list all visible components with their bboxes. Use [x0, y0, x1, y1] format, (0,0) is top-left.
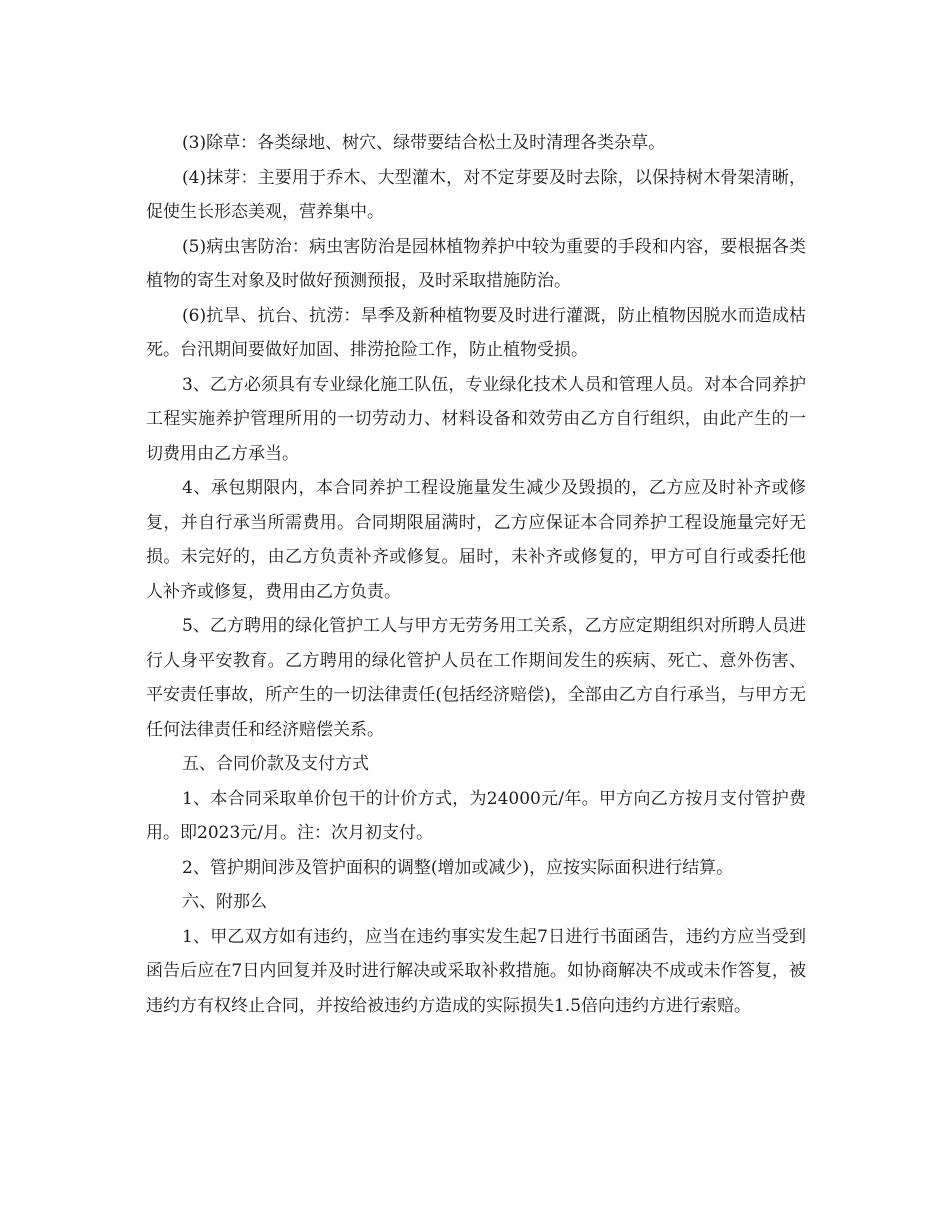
document-body [146, 126, 806, 1023]
paragraph-clause-3: 3、乙方必须具有专业绿化施工队伍，专业绿化技术人员和管理人员。对本合同养护工程实施养护管理所用的一切劳动力、材料设备和效劳由乙方自行组织，由此产生的一切费用由乙方承当。 [146, 374, 806, 464]
paragraph-bud-removal: (4)抹芽：主要用于乔木、大型灌木，对不定芽要及时去除，以保持树木骨架清晰，促使生长形态美观，营养集中。 [146, 167, 806, 222]
paragraph-clause-5: 5、乙方聘用的绿化管护工人与甲方无劳务用工关系，乙方应定期组织对所聘人员进行人身平安教育。乙方聘用的绿化管护人员在工作期间发生的疾病、死亡、意外伤害、平安责任事故，所产生的一切法律责任(包括经济赔偿)，全部由乙方自行承当，与甲方无任何法律责任和经济赔偿关系。 [146, 616, 806, 740]
paragraph-pest-control: (5)病虫害防治：病虫害防治是园林植物养护中较为重要的手段和内容，要根据各类植物的寄生对象及时做好预测预报，及时采取措施防治。 [146, 236, 806, 291]
paragraph-drought-typhoon-flood: (6)抗旱、抗台、抗涝：旱季及新种植物要及时进行灌溉，防止植物因脱水而造成枯死。台汛期间要做好加固、排涝抢险工作，防止植物受损。 [146, 305, 806, 360]
section-heading-price-payment: 五、合同价款及支付方式 [182, 754, 369, 774]
section-heading-supplementary: 六、附那么 [182, 892, 267, 912]
paragraph-breach-1: 1、甲乙双方如有违约，应当在违约事实发生起7日进行书面函告，违约方应当受到函告后应在7日内回复并及时进行解决或采取补救措施。如协商解决不成或未作答复，被违约方有权终止合同，并按给被违约方造成的实际损失1.5倍向违约方进行索赔。 [146, 926, 806, 1016]
paragraph-price-1: 1、本合同采取单价包干的计价方式，为24000元/年。甲方向乙方按月支付管护费用。即2023元/月。注：次月初支付。 [146, 788, 806, 843]
paragraph-weeding: (3)除草：各类绿地、树穴、绿带要结合松土及时清理各类杂草。 [182, 133, 666, 153]
paragraph-price-2: 2、管护期间涉及管护面积的调整(增加或减少)，应按实际面积进行结算。 [182, 857, 734, 878]
paragraph-clause-4: 4、承包期限内，本合同养护工程设施量发生减少及毁损的，乙方应及时补齐或修复，并自行承当所需费用。合同期限届满时，乙方应保证本合同养护工程设施量完好无损。未完好的，由乙方负责补齐或修复。届时，未补齐或修复的，甲方可自行或委托他人补齐或修复，费用由乙方负责。 [146, 478, 806, 602]
